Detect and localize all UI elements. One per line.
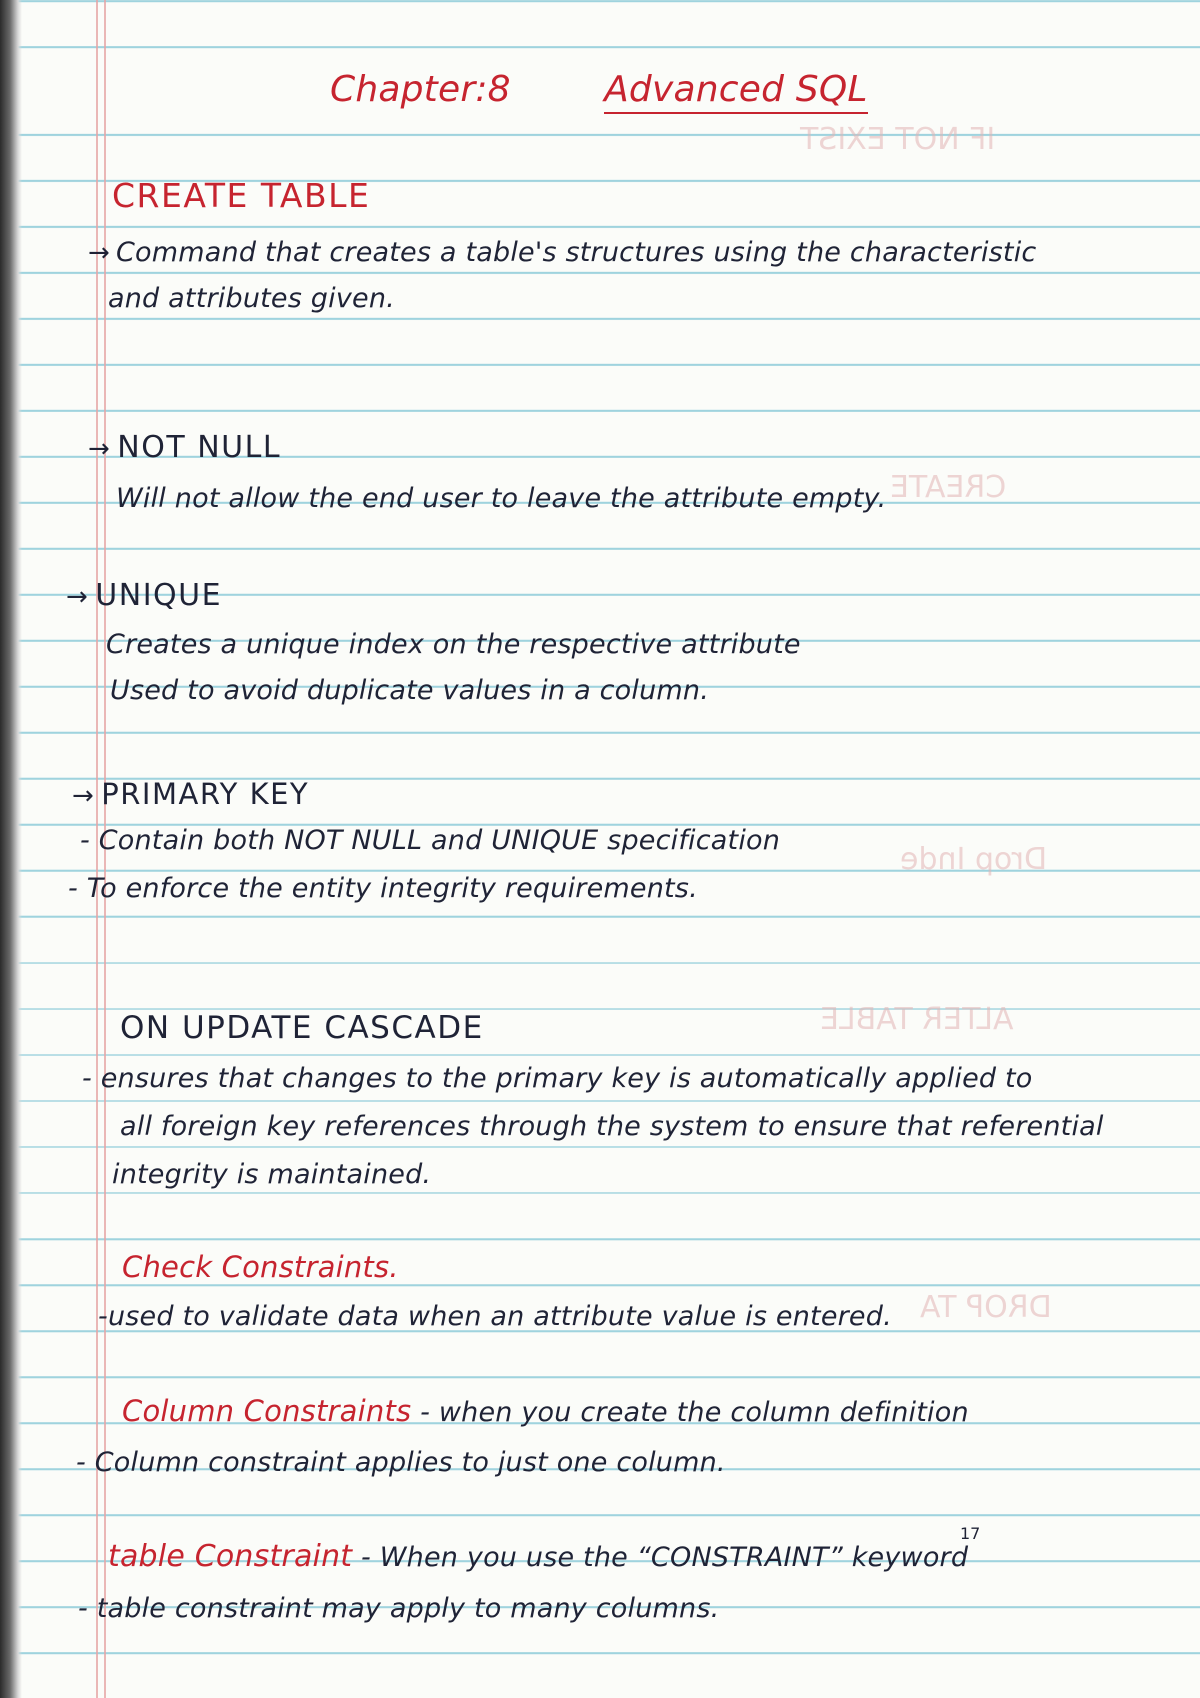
arrow-icon: → [88, 238, 110, 268]
arrow-icon: → [88, 434, 112, 464]
chapter-title [330, 70, 868, 110]
on-update-line-1: - ensures that changes to the primary key is automatically applied to [82, 1063, 1033, 1094]
check-constraints-line-1: -used to validate data when an attribute value is entered. [98, 1301, 892, 1332]
chapter-number: Chapter:8 [330, 69, 511, 110]
table-constraint-title: table Constraint [108, 1539, 353, 1574]
not-null-heading: → NOT NULL [88, 430, 282, 465]
arrow-icon: → [66, 582, 90, 612]
table-constraint-heading [108, 1539, 969, 1574]
primary-key-line-2: - To enforce the entity integrity requirements. [68, 873, 698, 904]
bleed-through-text: DROP TA [920, 1290, 1052, 1325]
create-table-heading: CREATE TABLE [112, 176, 371, 215]
bleed-through-text: CREATE [890, 470, 1007, 505]
create-table-line-1 [88, 238, 1036, 268]
on-update-line-2: all foreign key references through the system to ensure that referential [120, 1111, 1104, 1142]
unique-heading: → UNIQUE [66, 578, 223, 613]
bleed-through-text: IF NOT EXIST [800, 122, 996, 157]
bleed-through-text: Drop Inde [900, 842, 1048, 877]
primary-key-line-1: - Contain both NOT NULL and UNIQUE specification [80, 825, 781, 856]
on-update-line-3: integrity is maintained. [112, 1159, 432, 1190]
unique-line-1: Creates a unique index on the respective attribute [106, 629, 801, 660]
column-constraints-heading [122, 1396, 969, 1428]
column-constraints-definition: - when you create the column definition [411, 1397, 969, 1428]
table-constraint-definition: - When you use the “CONSTRAINT” keyword [352, 1542, 969, 1573]
column-constraints-line-1: - Column constraint applies to just one column. [76, 1447, 726, 1478]
page-binding-edge [0, 0, 22, 1698]
column-constraints-title: Column Constraints [122, 1394, 412, 1428]
not-null-line-1: Will not allow the end user to leave the attribute empty. [116, 483, 887, 514]
chapter-subject: Advanced SQL [604, 69, 868, 114]
table-constraint-line-1: - table constraint may apply to many columns. [78, 1593, 720, 1624]
arrow-icon: → [72, 781, 96, 811]
create-table-line-2: and attributes given. [108, 283, 395, 314]
page-number: 17 [960, 1524, 981, 1543]
check-constraints-heading: Check Constraints. [122, 1250, 399, 1284]
bleed-through-text: ALTER TABLE [820, 1002, 1014, 1037]
create-table-text: Command that creates a table's structures using the characteristic [116, 237, 1037, 268]
unique-line-2: Used to avoid duplicate values in a column. [110, 675, 709, 706]
on-update-cascade-heading: ON UPDATE CASCADE [120, 1010, 484, 1046]
primary-key-heading: → PRIMARY KEY [72, 777, 310, 811]
